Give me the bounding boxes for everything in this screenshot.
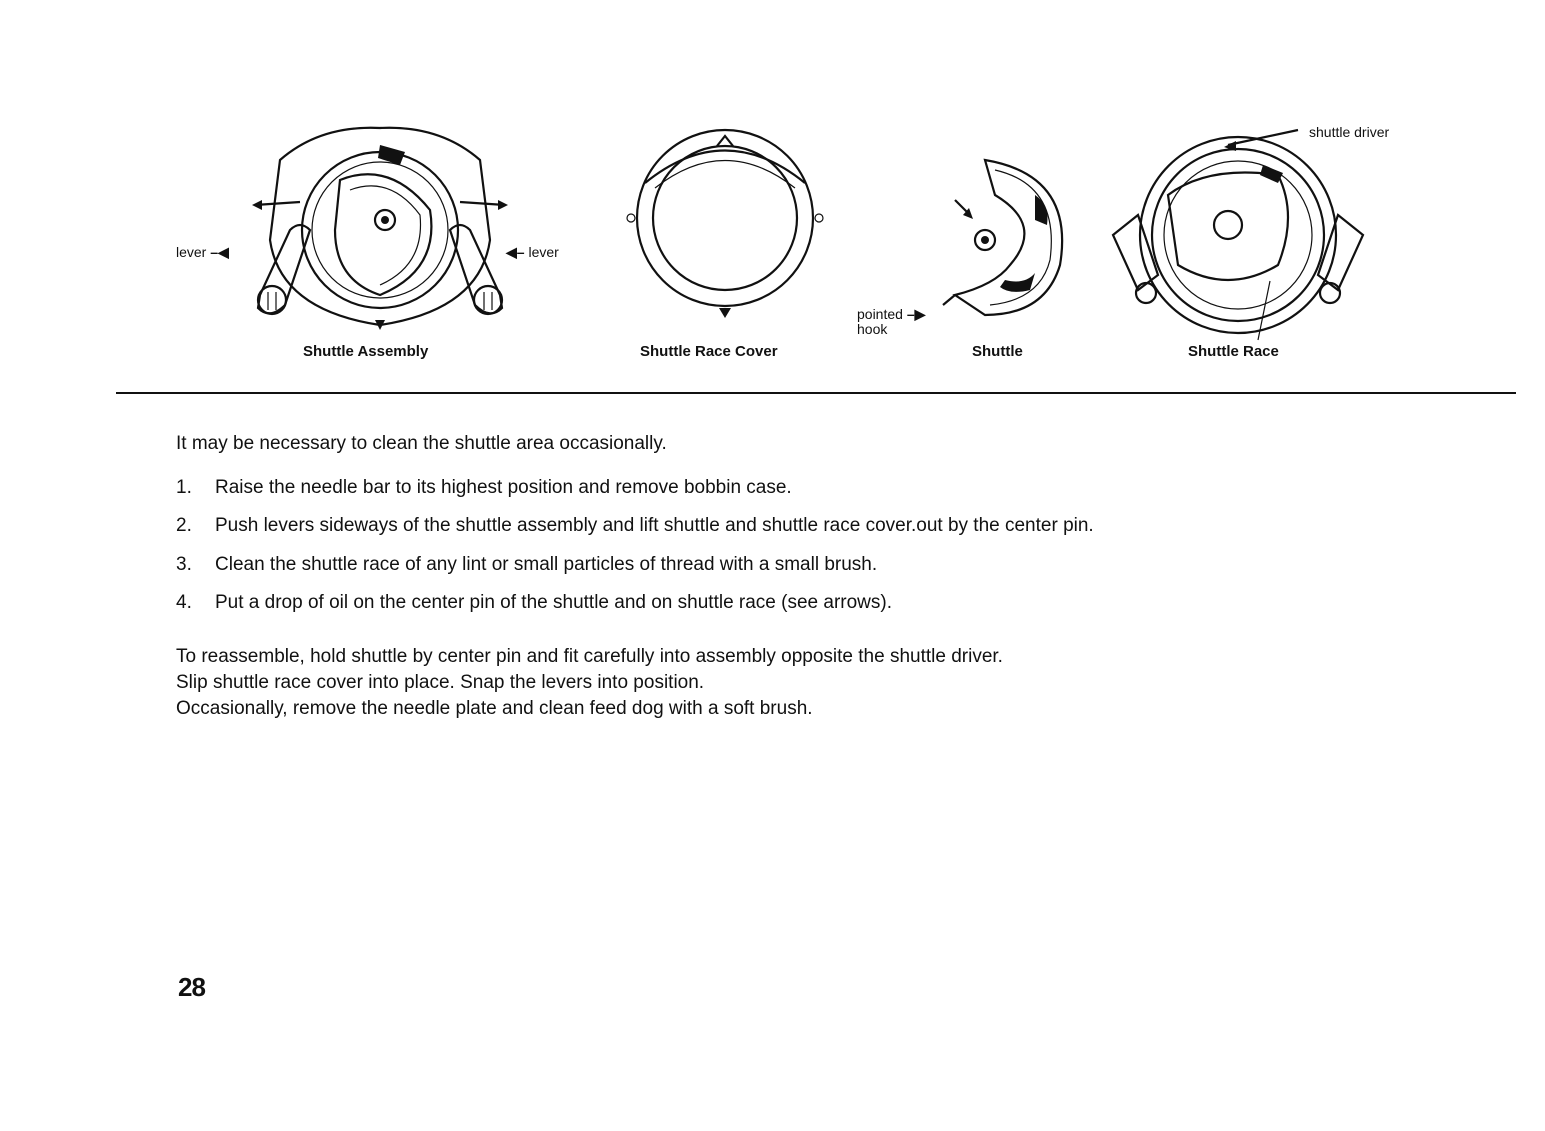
page-number: 28 — [178, 972, 205, 1002]
horizontal-divider — [116, 392, 1516, 394]
shuttle-race-caption: Shuttle Race — [1188, 343, 1279, 360]
lever-callout-right: ◀– lever — [506, 244, 559, 260]
shuttle-assembly-illustration — [240, 120, 520, 340]
pointed-hook-callout: pointed –▶ hook — [857, 306, 926, 337]
shuttle-race-illustration — [1108, 125, 1368, 340]
illustration-row — [0, 0, 1545, 380]
reassemble-paragraph: To reassemble, hold shuttle by center pin and fit carefully into assembly opposite the shuttle driver. — [176, 646, 1003, 667]
list-item: 1. Raise the needle bar to its highest position and remove bobbin case. — [176, 477, 792, 498]
shuttle-assembly-caption: Shuttle Assembly — [303, 343, 429, 360]
list-item: 4. Put a drop of oil on the center pin of the shuttle and on shuttle race (see arrows). — [176, 592, 893, 613]
shuttle-race-cover-caption: Shuttle Race Cover — [640, 343, 778, 360]
list-item: 3. Clean the shuttle race of any lint or small particles of thread with a small brush. — [176, 554, 878, 575]
shuttle-illustration — [935, 155, 1085, 335]
shuttle-caption: Shuttle — [972, 343, 1023, 360]
lever-callout-left: lever –◀ — [176, 244, 229, 260]
list-item: 2. Push levers sideways of the shuttle assembly and lift shuttle and shuttle race cover.out by the center pin. — [176, 515, 1094, 536]
reassemble-paragraph-line3: Occasionally, remove the needle plate and clean feed dog with a soft brush. — [176, 698, 813, 719]
intro-paragraph: It may be necessary to clean the shuttle area occasionally. — [176, 433, 667, 454]
reassemble-paragraph-line2: Slip shuttle race cover into place. Snap the levers into position. — [176, 672, 705, 693]
shuttle-driver-callout: shuttle driver — [1309, 124, 1390, 140]
shuttle-race-cover-illustration — [615, 128, 835, 328]
